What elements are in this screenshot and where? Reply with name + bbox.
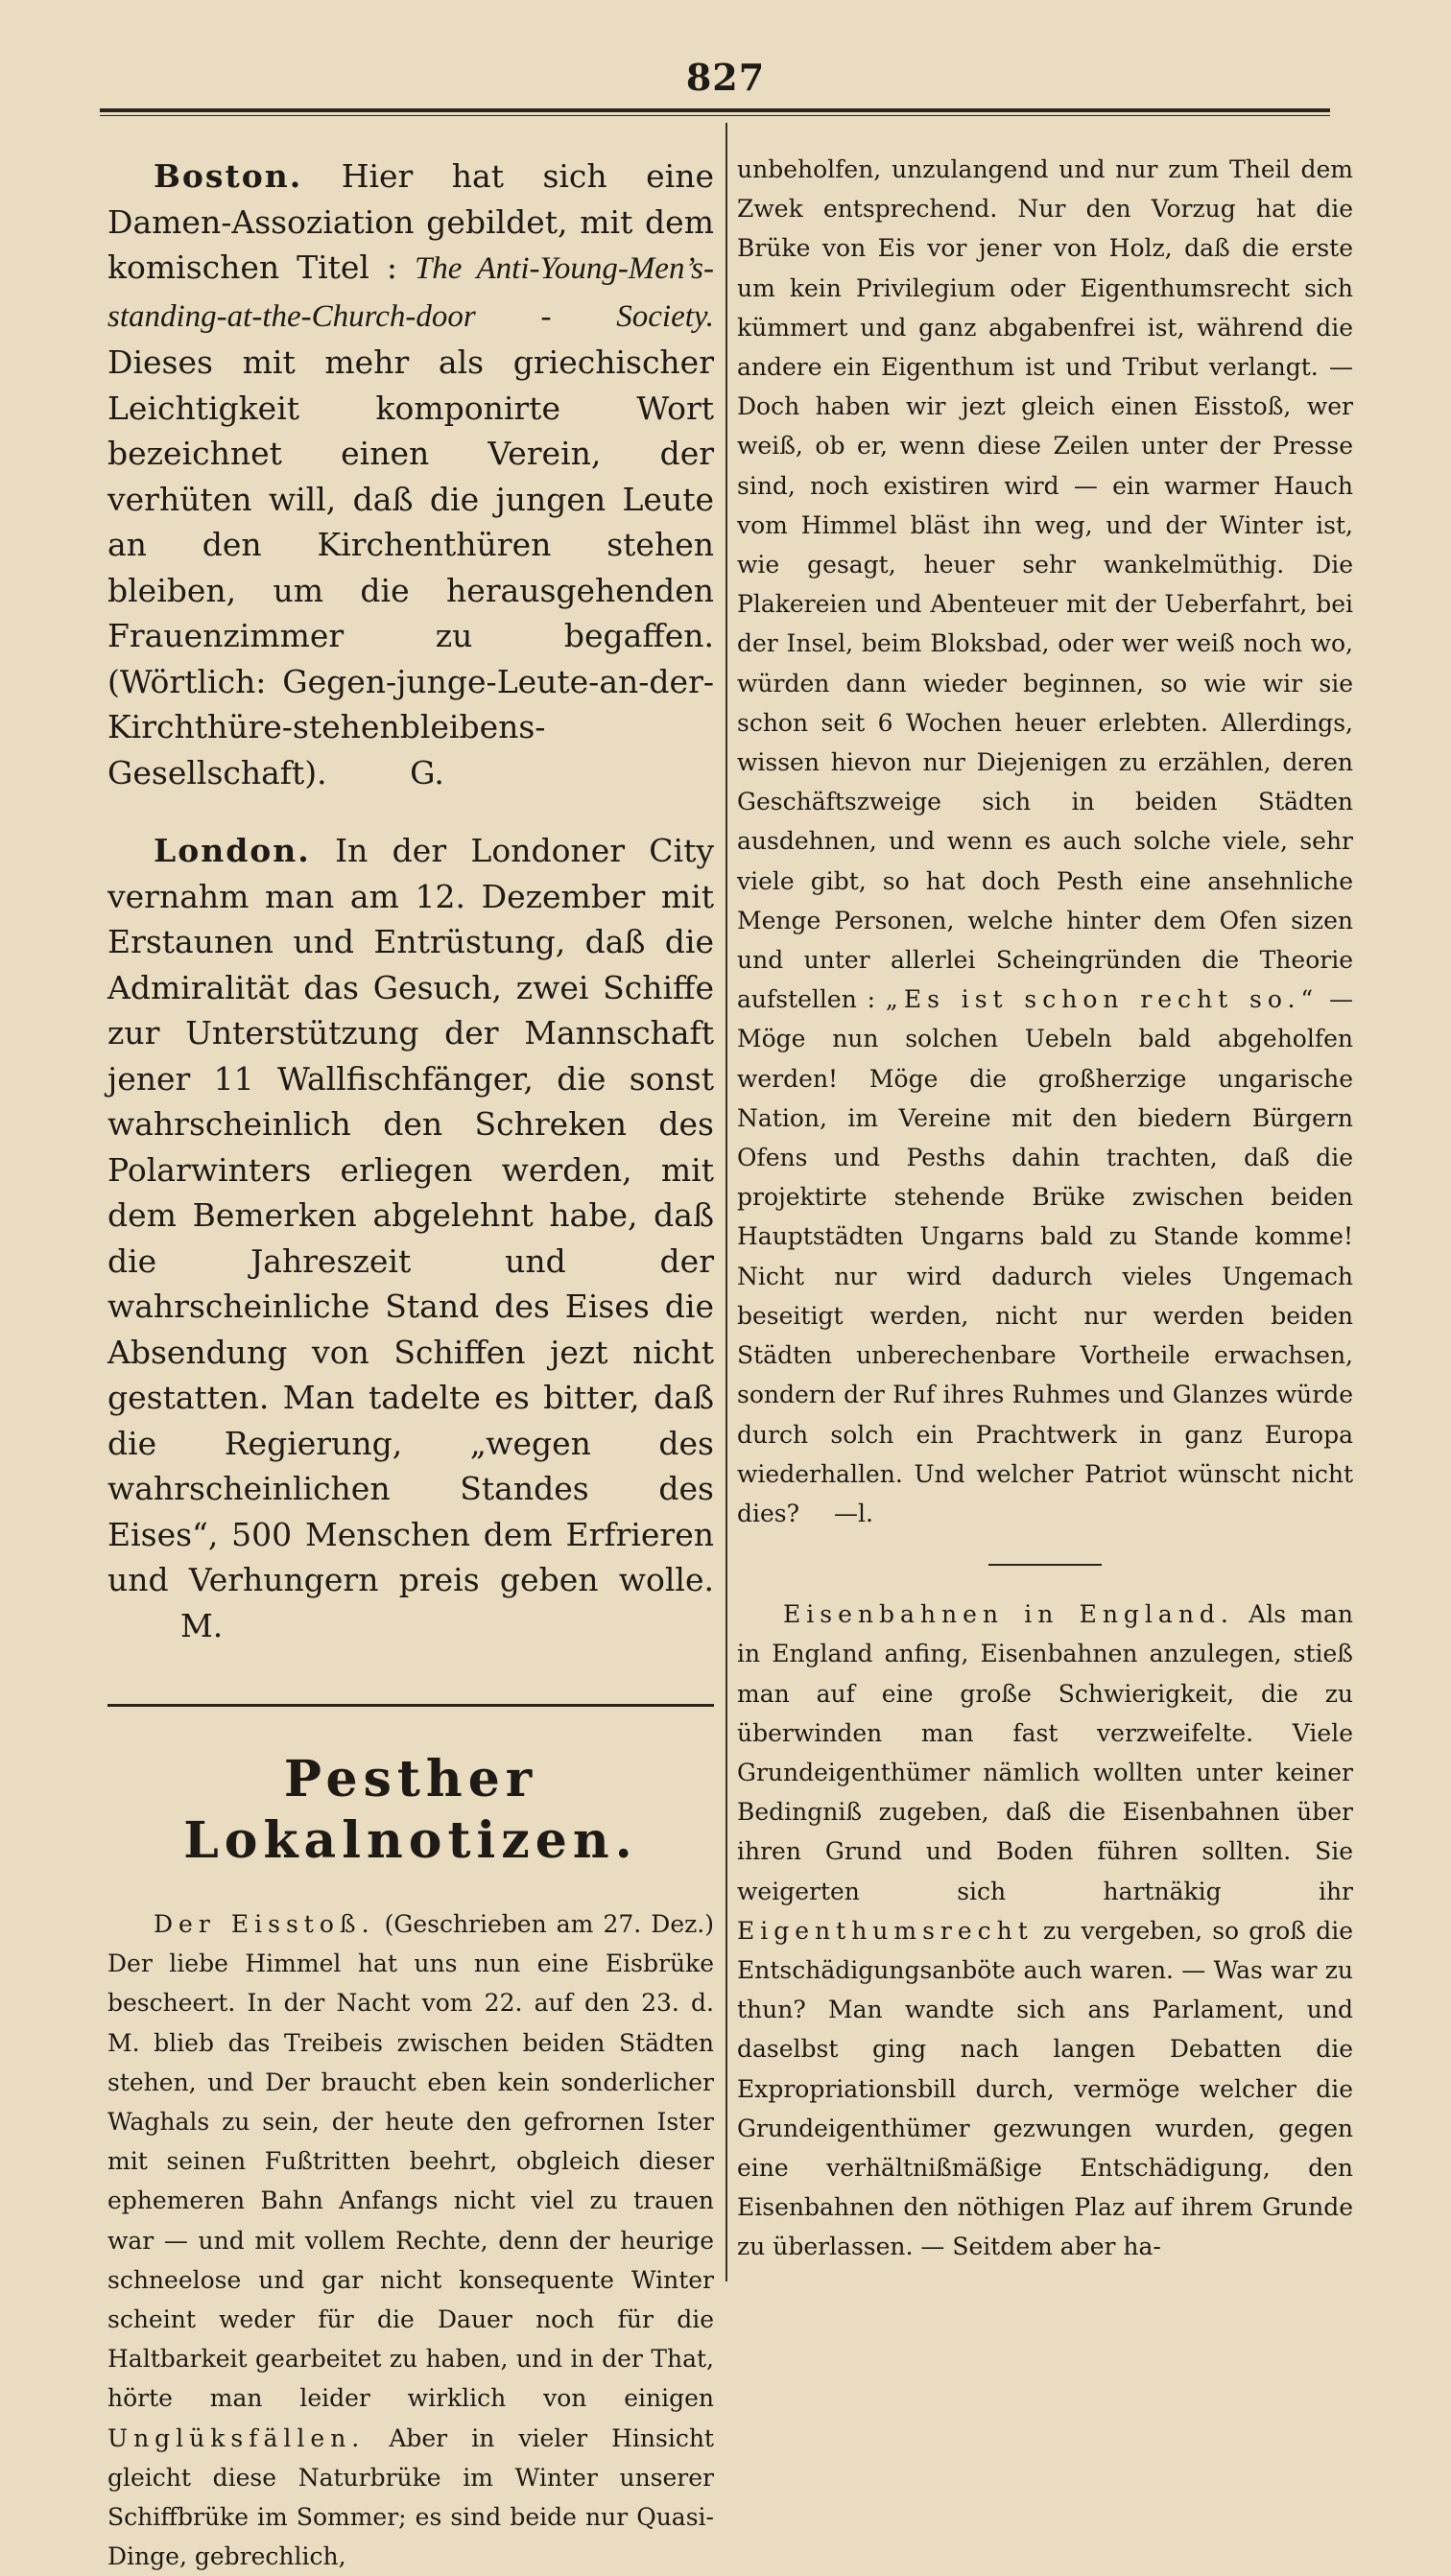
article-eisenbahnen-text-2: zu vergeben, so groß die Entschädigungsanböte auch waren. — Was war zu thun? Man wandte sich ans Parlament, und daselbst ging nach langen Debatten die Expropriationsbill durch, vermöge welcher die Grundeigenthümer gezwungen wurden, gegen eine verhältnißmäßige Entschädigung, den Eisenbahnen den nöthigen Plaz auf ihrem Grunde zu überlassen. — Seitdem aber ha- — [737, 1916, 1353, 2261]
article-london-lead: London. — [154, 832, 311, 869]
article-eisstoss-continued-text-2: — Möge nun solchen Uebeln bald abgeholfen werden! Möge die großherzige ungarische Nation, im Vereine mit den biedern Bürgern Ofens und Pesths dahin trachten, daß die projektirte stehende Brüke zwischen beiden Hauptstädten Ungarns bald zu Stande komme! Nicht nur wird dadurch vieles Ungemach beseitigt werden, nicht nur werden beiden Städten unberechenbare Vortheile erwachsen, sondern der Ruf ihres Ruhmes und Glanzes würde durch solch ein Prachtwerk in ganz Europa wiederhallen. Und welcher Patriot wünscht nicht dies? — [737, 985, 1354, 1527]
column-divider — [726, 123, 727, 2281]
article-eisstoss-dateline: (Geschrieben am 27. Dez.) — [384, 1910, 714, 1938]
article-eisenbahnen-lead: Eisenbahnen in England. — [783, 1600, 1234, 1629]
article-eisstoss-continued — [737, 150, 1353, 1533]
article-eisstoss-continued-signature: —l. — [833, 1499, 873, 1527]
article-eisstoss-emphasis: Unglüksfällen. — [107, 2423, 366, 2452]
article-eisstoss-text-2: Aber in vieler Hinsicht gleicht diese Naturbrüke im Winter unserer Schiffbrüke im Sommer; es sind beide nur Quasi-Dinge, gebrechlich, — [107, 2423, 714, 2571]
article-eisenbahnen-emphasis: Eigenthumsrecht — [737, 1916, 1034, 1945]
article-eisstoss — [107, 1904, 714, 2576]
article-eisstoss-text-1: Der liebe Himmel hat uns nun eine Eisbrüke bescheert. In der Nacht vom 22. auf den 23. d. M. blieb das Treibeis zwischen beiden Städten stehen, und Der braucht eben kein sonderlicher Waghals zu sein, der heute den gefrornen Ister mit seinen Fußtritten beehrt, obgleich dieser ephemeren Bahn Anfangs nicht viel zu trauen war — und mit vollem Rechte, denn der heurige schneelose und gar nicht konsequente Winter scheint weder für die Dauer noch für die Haltbarkeit gearbeitet zu haben, und in der That, hörte man leider wirklich von einigen — [107, 1950, 714, 2413]
header-rule-thin — [100, 115, 1330, 116]
article-london-signature: M. — [180, 1606, 224, 1644]
article-separator — [988, 1564, 1102, 1566]
article-boston-signature: G. — [410, 753, 444, 792]
article-london — [107, 828, 714, 1648]
article-boston — [107, 154, 714, 795]
article-boston-text-2: Dieses mit mehr als griechischer Leichtigkeit komponirte Wort bezeichnet einen Verein, der verhüten will, daß die jungen Leute an den Kirchenthüren stehen bleiben, um die herausgehenden Frauenzimmer zu begaffen. (Wörtlich: Gegen-junge-Leute-an-der-Kirchthüre-stehenbleibens-Gesellschaft). — [107, 343, 714, 792]
article-london-text: In der Londoner City vernahm man am 12. Dezember mit Erstaunen und Entrüstung, daß die Admiralität das Gesuch, zwei Schiffe zur Unterstützung der Mannschaft jener 11 Wallfischfänger, die sonst wahrscheinlich den Schreken des Polarwinters erliegen werden, mit dem Bemerken abgelehnt habe, daß die Jahreszeit und der wahrscheinliche Stand des Eises die Absendung von Schiffen jezt nicht gestatten. Man tadelte es bitter, daß die Regierung, „wegen des wahrscheinlichen Standes des Eises“, 500 Menschen dem Erfrieren und Verhungern preis geben wolle. — [107, 832, 714, 1598]
article-eisenbahnen — [737, 1595, 1353, 2266]
left-column — [107, 154, 715, 2571]
page-number: 827 — [685, 56, 766, 99]
article-boston-foreign-title: The Anti-Young-Men’s-standing-at-the-Church-door - Society. — [107, 251, 715, 334]
header-rule — [100, 108, 1330, 112]
section-rule — [107, 1704, 714, 1707]
article-boston-lead: Boston. — [154, 157, 303, 195]
section-title: Pesther Lokalnotizen. — [183, 1750, 638, 1870]
article-eisstoss-quote: „Es ist schon recht so.“ — [885, 985, 1320, 1014]
article-eisstoss-lead: Der Eisstoß. — [154, 1910, 375, 1938]
article-eisstoss-continued-text-1: unbeholfen, unzulangend und nur zum Theil dem Zwek entsprechend. Nur den Vorzug hat die Brüke von Eis vor jener von Holz, daß die erste um kein Privilegium oder Eigenthumsrecht sich kümmert und ganz abgabenfrei ist, während die andere ein Eigenthum ist und Tribut verlangt. — Doch haben wir jezt gleich einen Eisstoß, wer weiß, ob er, wenn diese Zeilen unter der Presse sind, noch existiren wird — ein warmer Hauch vom Himmel bläst ihn weg, und der Winter ist, wie gesagt, heuer sehr wankelmüthig. Die Plakereien und Abenteuer mit der Ueberfahrt, bei der Insel, beim Bloksbad, oder wer weiß noch wo, würden dann wieder beginnen, so wie wir sie schon seit 6 Wochen heuer erlebten. Allerdings, wissen hievon nur Diejenigen zu erzählen, deren Geschäftszweige sich in beiden Städten ausdehnen, und wenn es auch solche viele, sehr viele gibt, so hat doch Pesth eine ansehnliche Menge Personen, welche hinter dem Ofen sizen und unter allerlei Scheingründen die Theorie aufstellen : — [737, 155, 1353, 1014]
right-column — [737, 150, 1353, 2270]
article-boston-text-1: Hier hat sich eine Damen-Assoziation gebildet, mit dem komischen Titel : — [107, 157, 714, 286]
article-eisenbahnen-text-1: Als man in England anfing, Eisenbahnen anzulegen, stieß man auf eine große Schwierigkeit, die zu überwinden man fast verzweifelte. Viele Grundeigenthümer nämlich wollten unter keiner Bedingniß zugeben, daß die Eisenbahnen über ihren Grund und Boden führen sollten. Sie weigerten sich hartnäkig ihr — [737, 1600, 1353, 1905]
